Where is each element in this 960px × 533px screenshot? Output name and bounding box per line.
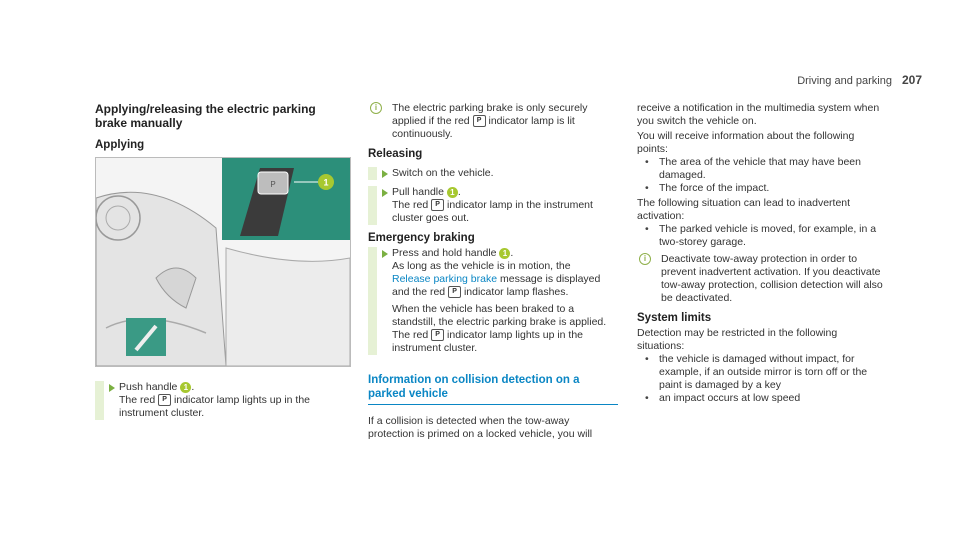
limits-lead: Detection may be restricted in the following situations: [637,327,838,352]
list-item: • The parked vehicle is moved, for example, in a two-storey garage. [637,223,887,249]
list-item: • the vehicle is damaged without impact, for example, if an outside mirror is torn off or the paint is damaged by a key [637,353,887,392]
parking-brake-lamp-icon: P [158,394,171,406]
step-text: Pull handle [392,186,447,198]
page-number: 207 [901,73,922,87]
step-line-end: indicator lamp lights up in the instrument cluster. [119,394,311,419]
parking-brake-lamp-icon: P [431,199,444,211]
release-parking-brake-message[interactable]: Release parking brake [392,273,498,285]
step-text-end: . [510,247,514,259]
info-icon: i [639,253,651,265]
step-arrow-icon [382,250,388,258]
step-line-end: indicator lamp flashes. [461,286,569,298]
step-text-end: . [457,186,461,198]
system-limits-heading: System limits [637,312,712,324]
situations-list [637,223,887,249]
step-line: As long as the vehicle is in motion, the [392,260,571,272]
step-para-end: indicator lamp lights up in the instrument cluster. [392,329,584,354]
step-text: Switch on the vehicle. [392,167,494,179]
collision-text: If a collision is detected when the tow-away protection is primed on a locked vehicle, you will [368,415,593,440]
callout-number: 1 [323,177,329,188]
section-title: Driving and parking [797,75,892,87]
step-arrow-icon [382,189,388,197]
step-line: The red [119,394,159,406]
parking-brake-lamp-icon: P [448,286,461,298]
step-arrow-icon [382,170,388,178]
running-header [797,74,922,88]
handle-closeup [222,158,350,240]
info-points-list [637,156,887,195]
step-pull-handle [368,186,618,225]
list-item: • The area of the vehicle that may have been damaged. [637,156,887,182]
info-icon: i [370,102,382,114]
note-deactivate [637,253,887,305]
list-item: • The force of the impact. [637,182,887,195]
column-1 [95,102,345,152]
step-push-handle [95,381,345,420]
apply-step [95,381,345,426]
step-switch-on [368,167,618,180]
step-para: When the vehicle has been braked to a standstill, the electric parking brake is applied. The red [392,303,607,341]
note-text: The electric parking brake is only securely applied if the red [392,102,588,127]
info-lead: You will receive information about the following points: [637,130,855,155]
intro-text: receive a notification in the multimedia system when you switch the vehicle on. [637,102,880,127]
column-2 [368,102,618,441]
note-securely-applied [368,102,618,141]
list-item: • an impact occurs at low speed [637,392,887,405]
applying-heading: Applying [95,139,145,151]
emergency-heading: Emergency braking [368,232,475,244]
step-text: Push handle [119,381,181,393]
step-line-end: indicator lamp in the instrument cluster goes out. [392,199,593,224]
situation-lead: The following situation can lead to inadvertent activation: [637,197,851,222]
callout-badge: 1 [180,382,191,393]
step-text: Press and hold handle [392,247,500,259]
column-3 [637,102,887,405]
handle-detail-inset [222,158,350,240]
parking-brake-lamp-icon: P [431,329,444,341]
section-heading: Applying/releasing the electric parking brake manually [95,102,316,130]
step-line: message is displayed and the red [392,273,601,298]
limits-list [637,353,887,405]
parking-brake-figure [95,157,351,367]
brake-symbol-icon: P [270,180,276,189]
collision-heading: Information on collision detection on a parked vehicle [368,373,618,405]
callout-badge: 1 [499,248,510,259]
parking-brake-lamp-icon: P [473,115,486,127]
note-text-end: indicator lamp is lit continuously. [392,115,575,140]
note-text: Deactivate tow-away protection in order to prevent inadvertent activation. If you deactivate tow-away protection, collision detection will also be deactivated. [661,253,883,304]
step-text-end: . [191,381,195,393]
step-emergency-braking [368,247,618,355]
releasing-heading: Releasing [368,148,423,160]
callout-badge: 1 [447,187,458,198]
step-arrow-icon [109,384,115,392]
step-line: The red [392,199,432,211]
